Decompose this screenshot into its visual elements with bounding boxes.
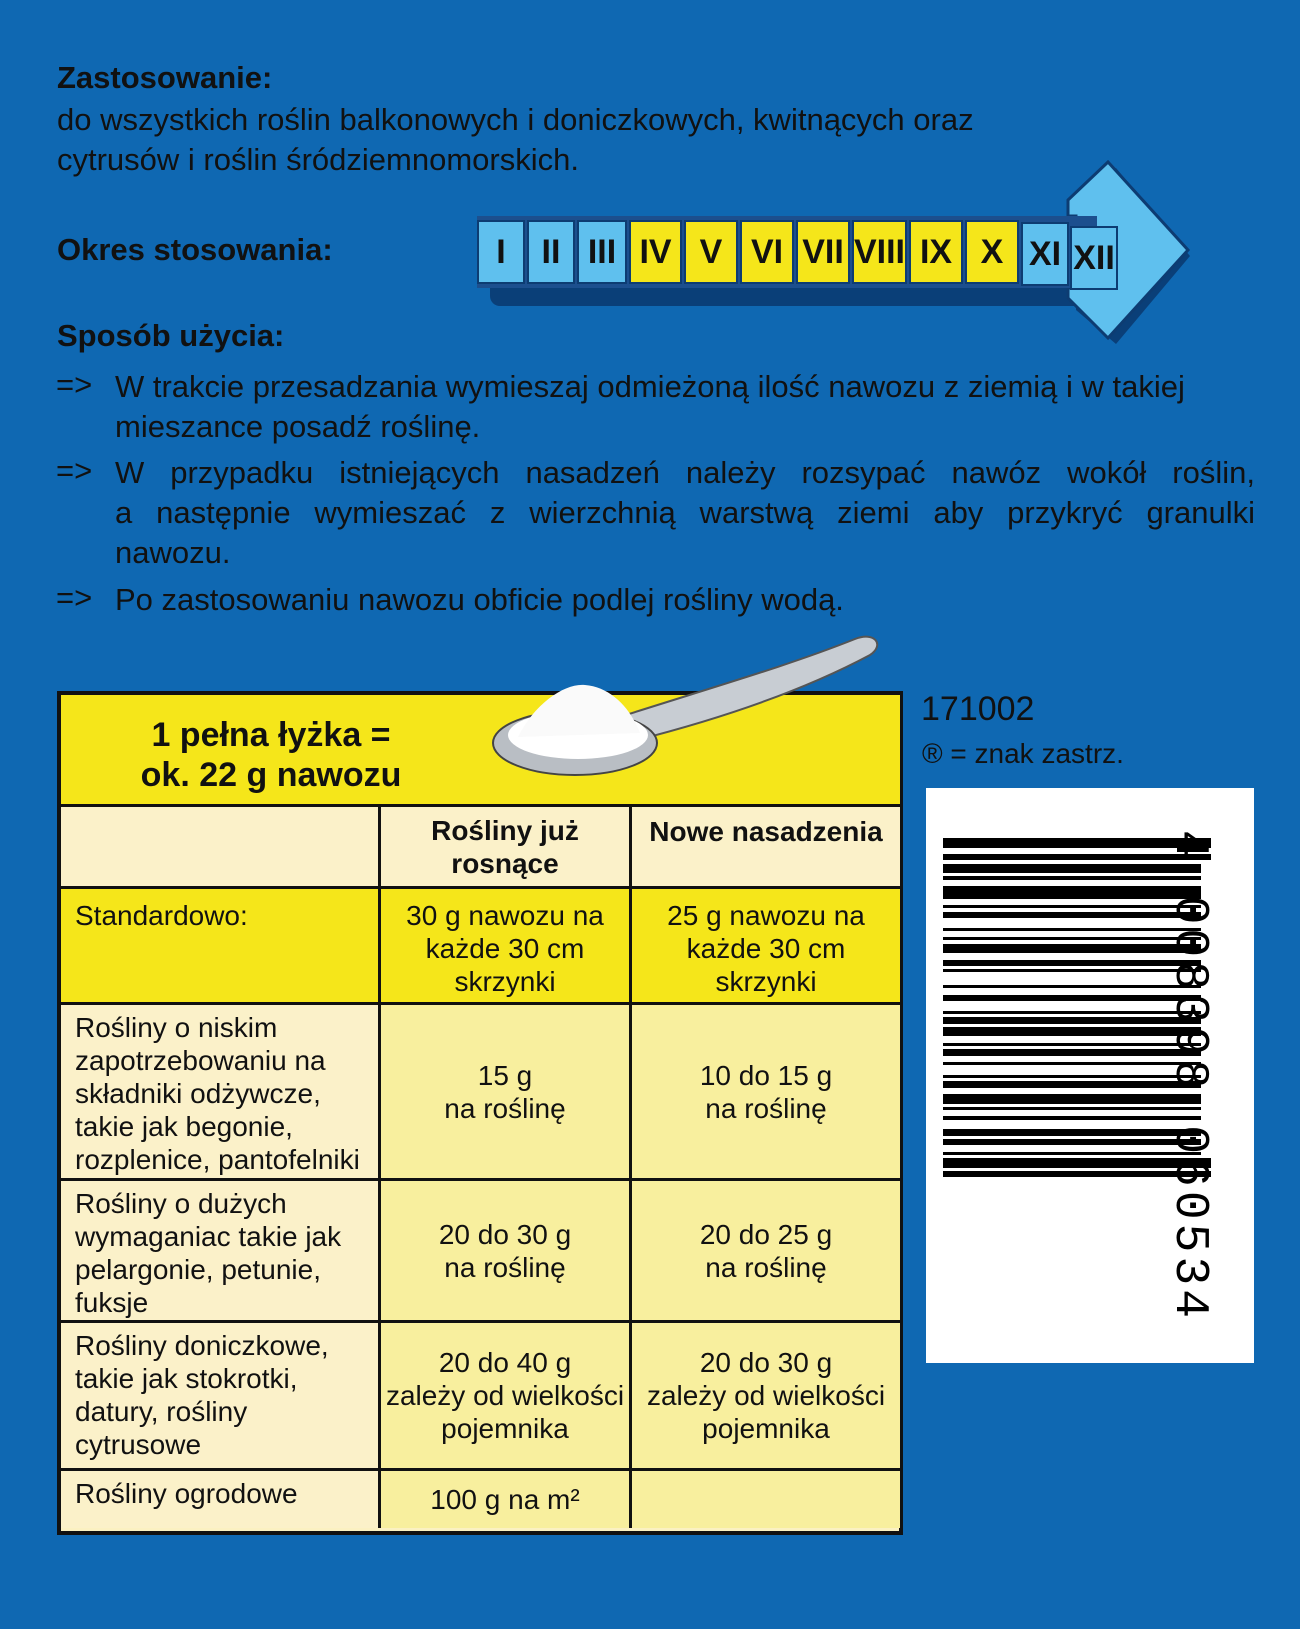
row-label-line: pelargonie, petunie, — [75, 1254, 321, 1285]
new-dose-line: każde 30 cm — [686, 933, 846, 964]
usage-label: Sposób użycia: — [57, 318, 285, 353]
row-label — [61, 1005, 381, 1181]
existing-dose-line: 20 do 30 g — [438, 1218, 572, 1250]
usage-item-2-line1: W przypadku istniejących nasadzeń należy rozsypać nawóz wokół roślin, — [115, 455, 1255, 490]
usage-item-3 — [115, 580, 1255, 620]
existing-dose-line: 15 g — [477, 1059, 533, 1091]
column-header-existing-line1: Rośliny już — [431, 814, 579, 846]
row-existing-dose — [381, 889, 632, 1005]
row-label — [61, 1181, 381, 1323]
row-label-line: Rośliny o niskim — [75, 1012, 278, 1043]
existing-dose-line: 20 do 40 g — [438, 1347, 572, 1378]
month-x: X — [965, 220, 1019, 284]
usage-item-2 — [115, 453, 1255, 573]
row-new-dose — [632, 1471, 900, 1528]
usage-item-marker: => — [56, 580, 93, 615]
usage-item-1 — [115, 367, 1255, 447]
existing-dose-line: skrzynki — [454, 966, 556, 997]
column-header-existing — [381, 807, 632, 889]
usage-item-1-line2: mieszance posadź roślinę. — [115, 409, 481, 444]
column-header-existing-line2: rosnące — [451, 847, 559, 879]
application-label: Zastosowanie: — [57, 60, 273, 95]
spoon-icon — [490, 625, 900, 800]
month-iii: III — [577, 220, 627, 284]
usage-item-2-line2: a następnie wymieszać z wierzchnią warstwą ziemi aby przykryć granulki — [115, 495, 1255, 530]
barcode-digits: 4 008398 060534 — [1162, 830, 1216, 1323]
column-header-blank — [61, 807, 381, 889]
row-label-line: zapotrzebowaniu na — [75, 1045, 326, 1076]
row-existing-dose — [381, 1181, 632, 1323]
row-label-line: Rośliny o dużych — [75, 1188, 287, 1219]
existing-dose-line: 30 g nawozu na — [406, 900, 604, 931]
new-dose-line: 20 do 30 g — [699, 1347, 833, 1378]
row-new-dose — [632, 1323, 900, 1471]
existing-dose-line: na roślinę — [444, 1251, 566, 1283]
month-ii: II — [527, 220, 575, 284]
row-label-line: cytrusowe — [75, 1429, 202, 1460]
row-label — [61, 889, 381, 1005]
application-text-line1: do wszystkich roślin balkonowych i doniczkowych, kwitnących oraz — [57, 102, 974, 137]
month-vii: VII — [796, 220, 850, 284]
row-label-line: takie jak stokrotki, — [75, 1363, 298, 1394]
row-new-dose — [632, 889, 900, 1005]
row-label-line: fuksje — [75, 1287, 149, 1318]
month-ix: IX — [909, 220, 963, 284]
new-dose-line: 20 do 25 g — [699, 1218, 833, 1250]
row-label — [61, 1471, 381, 1528]
new-dose-line: 10 do 15 g — [699, 1059, 833, 1091]
row-label-line: składniki odżywcze, — [75, 1078, 321, 1109]
row-label-line: rozplenice, pantofelniki — [75, 1144, 360, 1175]
new-dose-line: pojemnika — [702, 1413, 830, 1444]
existing-dose-line: zależy od wielkości — [385, 1380, 625, 1411]
period-label: Okres stosowania: — [57, 232, 333, 267]
new-dose-line: 25 g nawozu na — [667, 900, 865, 931]
month-v: V — [684, 220, 738, 284]
new-dose-line: zależy od wielkości — [646, 1380, 886, 1411]
column-header-new-line1: Nowe nasadzenia — [649, 816, 883, 847]
spoon-header-line1: 1 pełna łyżka = — [151, 716, 391, 754]
month-vi: VI — [740, 220, 794, 284]
row-label — [61, 1323, 381, 1471]
row-existing-dose — [381, 1323, 632, 1471]
row-label-line: Rośliny ogrodowe — [75, 1478, 298, 1509]
dosage-table — [57, 691, 903, 1535]
column-header-new — [632, 807, 900, 889]
barcode — [926, 788, 1254, 1363]
trademark-note: ® = znak zastrz. — [922, 738, 1124, 769]
month-viii: VIII — [852, 220, 907, 284]
new-dose-line: na roślinę — [705, 1251, 827, 1283]
existing-dose-line: 100 g na m² — [430, 1484, 580, 1515]
existing-dose-line: na roślinę — [444, 1092, 566, 1124]
application-text-line2: cytrusów i roślin śródziemnomorskich. — [57, 142, 579, 177]
month-iv: IV — [629, 220, 682, 284]
usage-item-marker: => — [56, 453, 93, 488]
row-label-line: Standardowo: — [75, 900, 248, 931]
month-i: I — [477, 220, 525, 284]
new-dose-line: skrzynki — [715, 966, 817, 997]
month-xi: XI — [1021, 222, 1069, 286]
usage-item-3-line1: Po zastosowaniu nawozu obficie podlej rośliny wodą. — [115, 582, 844, 617]
month-xii: XII — [1070, 226, 1118, 290]
row-label-line: Rośliny doniczkowe, — [75, 1330, 329, 1361]
spoon-header-line2: ok. 22 g nawozu — [140, 756, 402, 794]
new-dose-line: na roślinę — [705, 1092, 827, 1124]
row-existing-dose — [381, 1471, 632, 1528]
product-code: 171002 — [921, 690, 1035, 728]
row-label-line: datury, rośliny — [75, 1396, 248, 1427]
row-new-dose — [632, 1181, 900, 1323]
usage-item-1-line1: W trakcie przesadzania wymieszaj odmieżoną ilość nawozu z ziemią i w takiej — [115, 369, 1185, 404]
existing-dose-line: każde 30 cm — [425, 933, 585, 964]
row-label-line: wymaganiac takie jak — [75, 1221, 342, 1252]
row-label-line: takie jak begonie, — [75, 1111, 293, 1142]
existing-dose-line: pojemnika — [441, 1413, 569, 1444]
usage-item-2-line3: nawozu. — [115, 535, 231, 570]
row-existing-dose — [381, 1005, 632, 1181]
usage-item-marker: => — [56, 367, 93, 402]
row-new-dose — [632, 1005, 900, 1181]
